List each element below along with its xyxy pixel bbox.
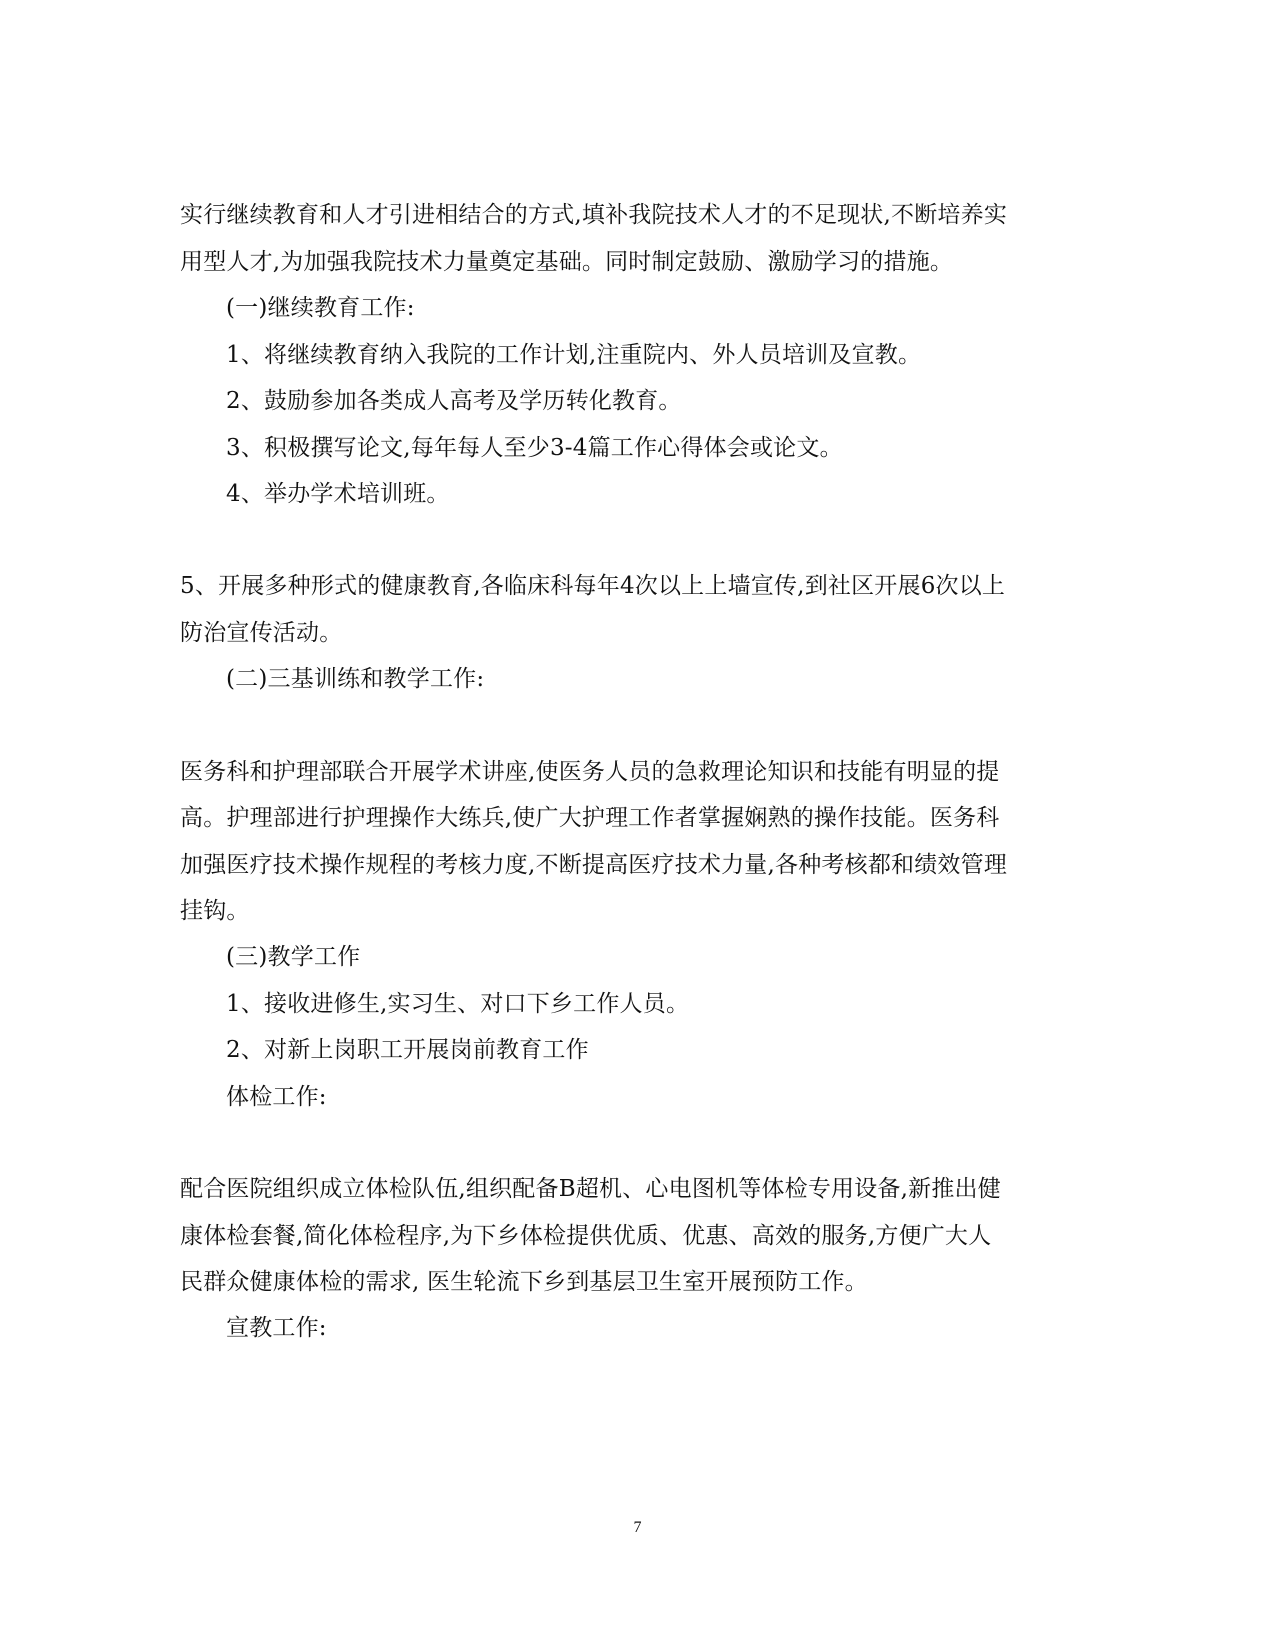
paragraph-line: 医务科和护理部联合开展学术讲座,使医务人员的急救理论知识和技能有明显的提: [180, 759, 1000, 785]
paragraph-line: 防治宣传活动。: [180, 620, 343, 646]
list-item: 2、鼓励参加各类成人高考及学历转化教育。: [226, 388, 682, 414]
list-item: 1、将继续教育纳入我院的工作计划,注重院内、外人员培训及宣教。: [226, 342, 922, 368]
section-heading: (一)继续教育工作:: [226, 295, 415, 321]
list-item: 2、对新上岗职工开展岗前教育工作: [226, 1037, 589, 1063]
paragraph-line: 用型人才,为加强我院技术力量奠定基础。同时制定鼓励、激励学习的措施。: [180, 249, 954, 275]
list-item: 4、举办学术培训班。: [226, 481, 450, 507]
list-item: 1、接收进修生,实习生、对口下乡工作人员。: [226, 991, 690, 1017]
page-number: 7: [633, 1519, 642, 1536]
paragraph-line: 实行继续教育和人才引进相结合的方式,填补我院技术人才的不足现状,不断培养实: [180, 202, 1008, 228]
list-item: 5、开展多种形式的健康教育,各临床科每年4次以上上墙宣传,到社区开展6次以上: [180, 573, 1006, 599]
list-item: 3、积极撰写论文,每年每人至少3-4篇工作心得体会或论文。: [226, 435, 843, 461]
paragraph-line: 挂钩。: [180, 898, 250, 924]
paragraph-line: 民群众健康体检的需求, 医生轮流下乡到基层卫生室开展预防工作。: [180, 1269, 868, 1295]
section-heading: (二)三基训练和教学工作:: [226, 666, 485, 692]
paragraph-line: 加强医疗技术操作规程的考核力度,不断提高医疗技术力量,各种考核都和绩效管理: [180, 852, 1008, 878]
paragraph-line: 康体检套餐,简化体检程序,为下乡体检提供优质、优惠、高效的服务,方便广大人: [180, 1223, 992, 1249]
section-heading: 体检工作:: [226, 1084, 327, 1110]
section-heading: (三)教学工作: [226, 944, 361, 970]
paragraph-line: 高。护理部进行护理操作大练兵,使广大护理工作者掌握娴熟的操作技能。医务科: [180, 805, 1000, 831]
section-heading: 宣教工作:: [226, 1315, 327, 1341]
paragraph-line: 配合医院组织成立体检队伍,组织配备B超机、心电图机等体检专用设备,新推出健: [180, 1176, 1001, 1202]
